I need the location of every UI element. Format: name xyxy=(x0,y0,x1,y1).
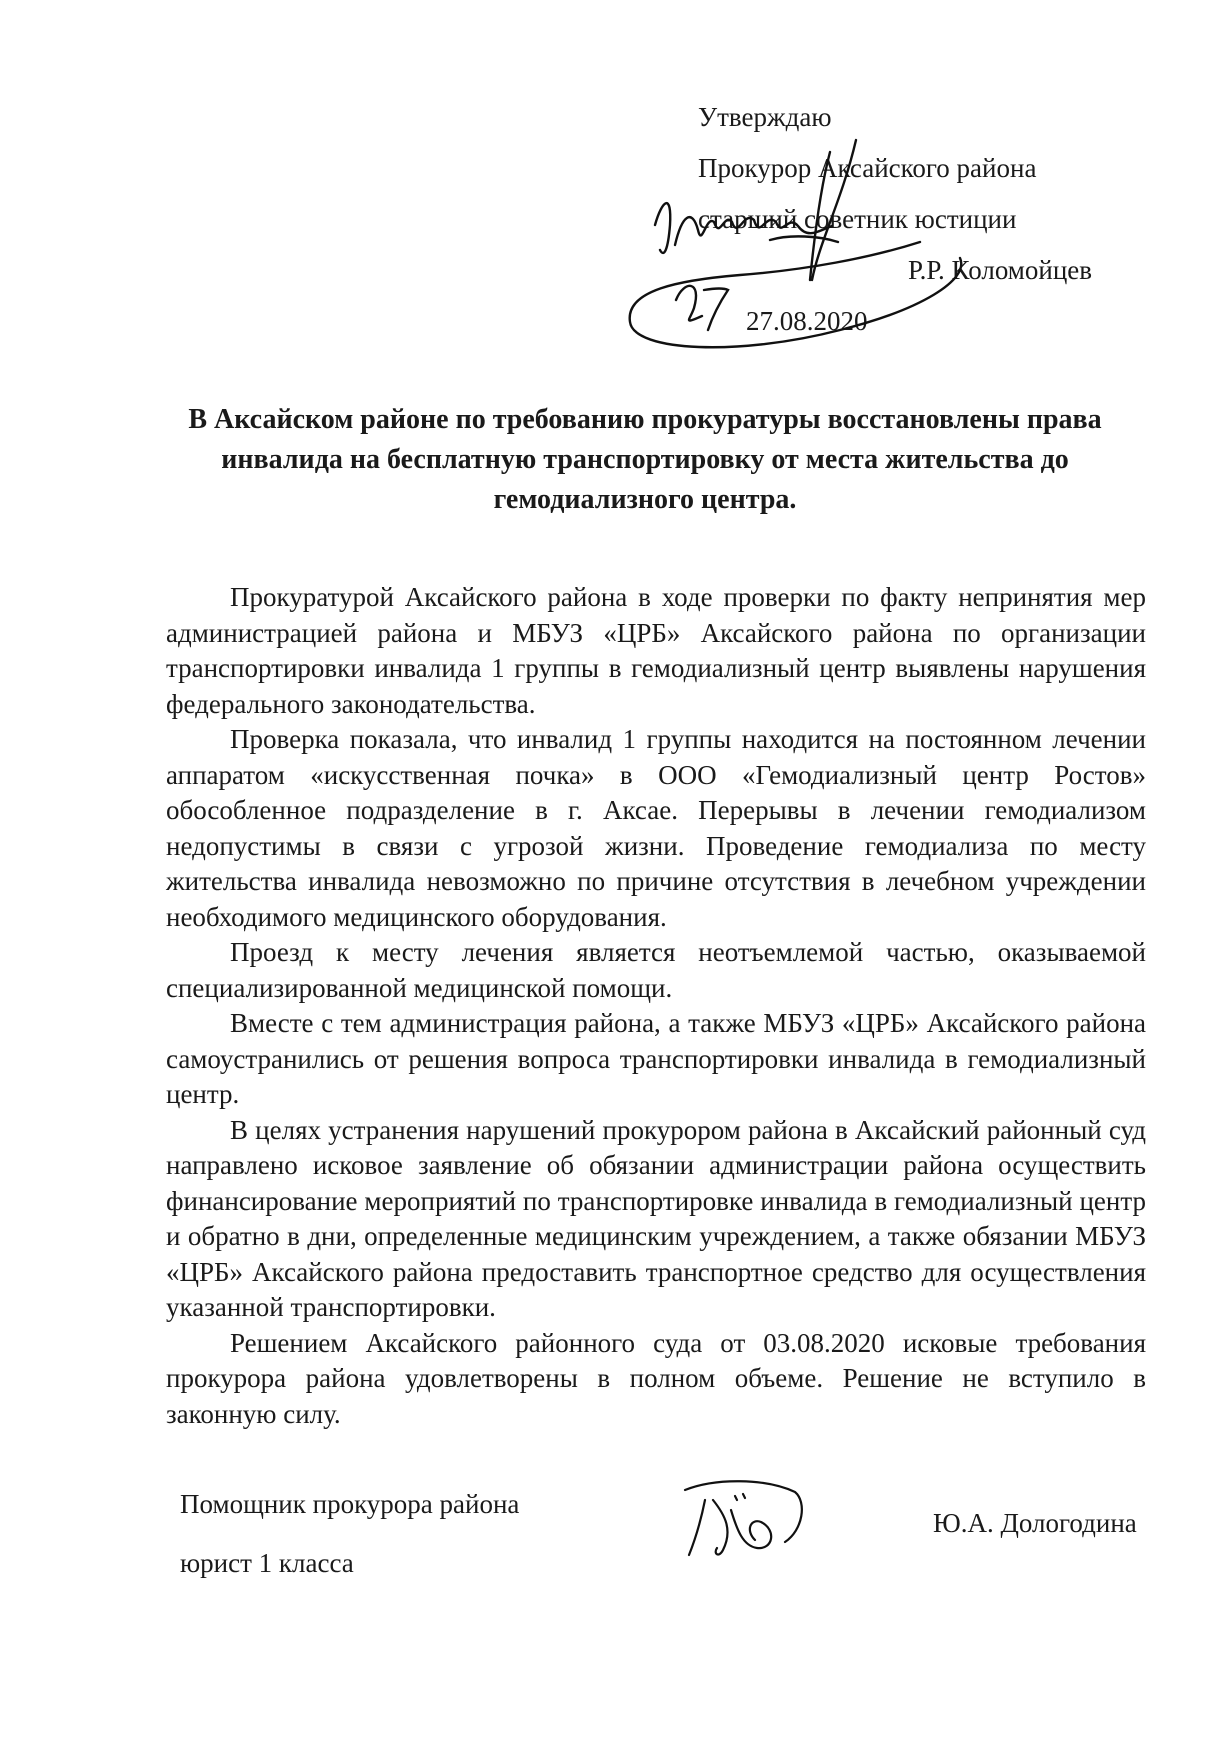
signatory-position: Помощник прокурора района xyxy=(180,1489,520,1519)
approval-date: 27.08.2020 xyxy=(746,306,868,336)
prosecutor-signature-icon xyxy=(620,130,980,365)
approval-line-approve: Утверждаю xyxy=(698,102,832,132)
signatory-block xyxy=(180,1475,519,1593)
signatory-rank: юрист 1 класса xyxy=(180,1548,354,1578)
approval-line-rank: старший советник юстиции xyxy=(698,204,1017,234)
approval-line-position: Прокурор Аксайского района xyxy=(698,153,1037,183)
paragraph: Решением Аксайского районного суда от 03.08.2020 исковые требования прокурора района удовлетворены в полном объеме. Решение не вступило в законную силу. xyxy=(166,1327,1146,1429)
paragraph: Вместе с тем администрация района, а также МБУЗ «ЦРБ» Аксайского района самоустранились от решения вопроса транспортировки инвалида в гемодиализный центр. xyxy=(166,1008,1146,1109)
approval-name: Р.Р. Коломойцев xyxy=(908,255,1093,285)
assistant-signature-icon xyxy=(665,1470,810,1565)
paragraph: Прокуратурой Аксайского района в ходе проверки по факту непринятия мер администрацией района и МБУЗ «ЦРБ» Аксайского района по организации транспортировки инвалида 1 группы в гемодиализный центр выявлены нарушения федерального законодательства. xyxy=(166,582,1146,719)
paragraph: Проезд к месту лечения является неотъемлемой частью, оказываемой специализированной медицинской помощи. xyxy=(166,937,1146,1003)
signatory-name: Ю.А. Дологодина xyxy=(933,1508,1137,1538)
paragraph: Проверка показала, что инвалид 1 группы находится на постоянном лечении аппаратом «искусственная почка» в ООО «Гемодиализный центр Ростов» обособленное подразделение в г. Аксае. Перерывы в лечении гемодиализом недопустимы в связи с угрозой жизни. Проведение гемодиализа по месту жительства инвалида невозможно по причине отсутствия в лечебном учреждении необходимого медицинского оборудования. xyxy=(166,724,1146,932)
document-title: В Аксайском районе по требованию прокуратуры восстановлены права инвалида на бесплатную транспортировку от места жительства до гемодиализного центра. xyxy=(188,404,1102,515)
paragraph: В целях устранения нарушений прокурором района в Аксайский районный суд направлено исковое заявление об обязании администрации района осуществить финансирование мероприятий по транспортировке инвалида в гемодиализный центр и обратно в дни, определенные медицинским учреждением, а также обязании МБУЗ «ЦРБ» Аксайского района предоставить транспортное средство для осуществления указанной транспортировки. xyxy=(166,1114,1146,1322)
document-body xyxy=(166,580,1146,1432)
